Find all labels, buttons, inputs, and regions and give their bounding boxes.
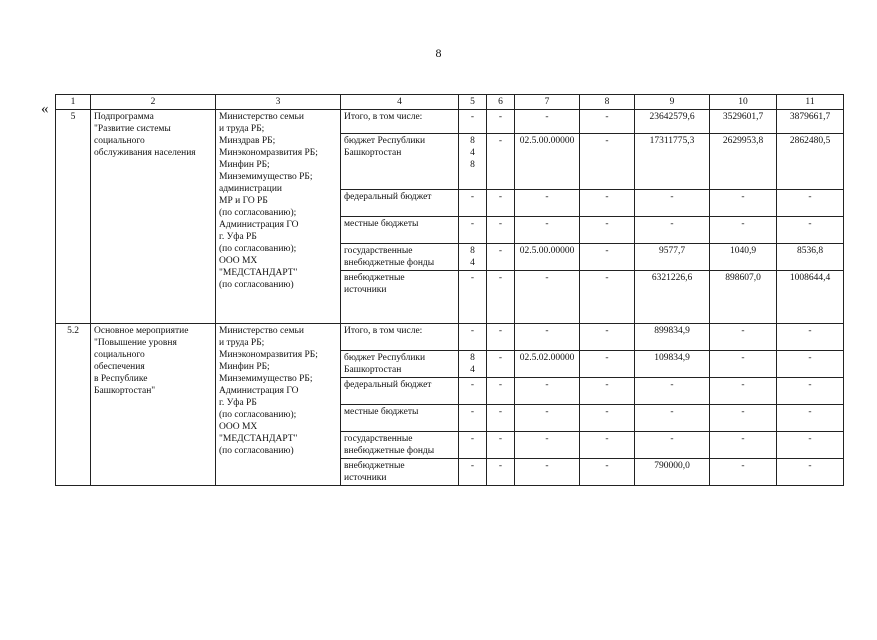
amount-total: 17311775,3: [635, 134, 710, 190]
code-digit: -: [470, 273, 475, 283]
budget-code: -: [515, 432, 580, 459]
code-digit: 4: [470, 365, 475, 375]
budget-code: -: [515, 110, 580, 134]
value-col8: -: [580, 110, 635, 134]
amount-total: -: [635, 378, 710, 405]
amount-col10: -: [710, 217, 777, 244]
value-col6: -: [487, 351, 515, 378]
amount-col11: -: [777, 351, 844, 378]
code-digit: -: [470, 434, 475, 444]
amount-col10: 3529601,7: [710, 110, 777, 134]
budget-code: -: [515, 378, 580, 405]
code-digits: [459, 134, 487, 190]
value-col8: -: [580, 324, 635, 351]
amount-col10: -: [710, 405, 777, 432]
code-digit: -: [470, 219, 475, 229]
value-col8: -: [580, 459, 635, 486]
budget-code: -: [515, 324, 580, 351]
amount-total: 109834,9: [635, 351, 710, 378]
amount-col10: -: [710, 351, 777, 378]
column-header: 4: [341, 95, 459, 110]
amount-col10: 1040,9: [710, 244, 777, 271]
amount-col11: -: [777, 190, 844, 217]
section-executors: Министерство семьи и труда РБ; Минэкономразвития РБ; Минфин РБ; Минземимущество РБ; Администрация ГО г. Уфа РБ (по согласованию); ООО МХ "МЕДСТАНДАРТ" (по согласованию): [216, 324, 341, 486]
budget-code: -: [515, 271, 580, 324]
funding-source: федеральный бюджет: [341, 190, 459, 217]
value-col8: -: [580, 217, 635, 244]
code-digits: [459, 459, 487, 486]
amount-col11: -: [777, 459, 844, 486]
code-digit: -: [470, 112, 475, 122]
table-row: [56, 110, 844, 134]
amount-col11: 1008644,4: [777, 271, 844, 324]
code-digits: [459, 244, 487, 271]
amount-total: 6321226,6: [635, 271, 710, 324]
funding-source: Итого, в том числе:: [341, 324, 459, 351]
budget-code: -: [515, 190, 580, 217]
funding-source: федеральный бюджет: [341, 378, 459, 405]
amount-col11: 2862480,5: [777, 134, 844, 190]
code-digits: [459, 217, 487, 244]
amount-total: 790000,0: [635, 459, 710, 486]
table-body: [56, 110, 844, 486]
funding-source: внебюджетные источники: [341, 271, 459, 324]
column-header: 11: [777, 95, 844, 110]
amount-col10: 898607,0: [710, 271, 777, 324]
budget-code: -: [515, 459, 580, 486]
budget-code: -: [515, 405, 580, 432]
value-col8: -: [580, 351, 635, 378]
column-header: 10: [710, 95, 777, 110]
value-col6: -: [487, 244, 515, 271]
value-col6: -: [487, 378, 515, 405]
funding-source: местные бюджеты: [341, 405, 459, 432]
code-digits: [459, 351, 487, 378]
column-header: 3: [216, 95, 341, 110]
value-col8: -: [580, 271, 635, 324]
value-col6: -: [487, 271, 515, 324]
value-col8: -: [580, 432, 635, 459]
header-row: [56, 95, 844, 110]
code-digits: [459, 110, 487, 134]
funding-source: бюджет Республики Башкортостан: [341, 134, 459, 190]
value-col6: -: [487, 217, 515, 244]
column-header: 6: [487, 95, 515, 110]
funding-source: государственные внебюджетные фонды: [341, 244, 459, 271]
amount-col11: -: [777, 378, 844, 405]
budget-code: 02.5.00.00000: [515, 134, 580, 190]
amount-col10: -: [710, 459, 777, 486]
column-header: 8: [580, 95, 635, 110]
amount-col11: 3879661,7: [777, 110, 844, 134]
section-number: 5.2: [56, 324, 91, 486]
value-col8: -: [580, 378, 635, 405]
page-number: 8: [435, 46, 442, 60]
value-col6: -: [487, 432, 515, 459]
amount-total: 899834,9: [635, 324, 710, 351]
amount-col11: 8536,8: [777, 244, 844, 271]
budget-code: 02.5.00.00000: [515, 244, 580, 271]
amount-total: -: [635, 432, 710, 459]
section-name: Подпрограмма "Развитие системы социального обслуживания населения: [91, 110, 216, 324]
code-digit: 8: [470, 353, 475, 363]
value-col6: -: [487, 110, 515, 134]
amount-total: -: [635, 217, 710, 244]
code-digit: 4: [470, 148, 475, 158]
code-digit: -: [470, 192, 475, 202]
amount-col11: -: [777, 324, 844, 351]
amount-col10: -: [710, 432, 777, 459]
amount-total: 9577,7: [635, 244, 710, 271]
funding-source: внебюджетные источники: [341, 459, 459, 486]
amount-col10: -: [710, 378, 777, 405]
funding-source: бюджет Республики Башкортостан: [341, 351, 459, 378]
amount-col10: 2629953,8: [710, 134, 777, 190]
value-col8: -: [580, 134, 635, 190]
code-digits: [459, 405, 487, 432]
value-col8: -: [580, 244, 635, 271]
funding-source: Итого, в том числе:: [341, 110, 459, 134]
value-col6: -: [487, 134, 515, 190]
amount-total: -: [635, 190, 710, 217]
column-header: 2: [91, 95, 216, 110]
code-digit: -: [470, 326, 475, 336]
value-col8: -: [580, 190, 635, 217]
code-digits: [459, 432, 487, 459]
column-header: 7: [515, 95, 580, 110]
amount-col10: -: [710, 324, 777, 351]
code-digits: [459, 378, 487, 405]
value-col6: -: [487, 324, 515, 351]
value-col6: -: [487, 190, 515, 217]
code-digit: 8: [470, 136, 475, 146]
column-header: 1: [56, 95, 91, 110]
value-col6: -: [487, 405, 515, 432]
code-digits: [459, 271, 487, 324]
code-digit: -: [470, 407, 475, 417]
funding-source: местные бюджеты: [341, 217, 459, 244]
budget-code: -: [515, 217, 580, 244]
code-digit: 8: [470, 160, 475, 170]
table-row: [56, 324, 844, 351]
amount-col11: -: [777, 432, 844, 459]
code-digits: [459, 324, 487, 351]
funding-source: государственные внебюджетные фонды: [341, 432, 459, 459]
section-executors: Министерство семьи и труда РБ; Минздрав РБ; Минэкономразвития РБ; Минфин РБ; Минземимущество РБ; администрации МР и ГО РБ (по согласованию); Администрация ГО г. Уфа РБ (по согласованию); ООО МХ "МЕДСТАНДАРТ" (по согласованию): [216, 110, 341, 324]
code-digits: [459, 190, 487, 217]
value-col6: -: [487, 459, 515, 486]
budget-table: [55, 94, 844, 486]
open-quote-mark: «: [41, 101, 49, 117]
amount-total: 23642579,6: [635, 110, 710, 134]
budget-code: 02.5.02.00000: [515, 351, 580, 378]
code-digit: -: [470, 380, 475, 390]
section-name: Основное мероприятие "Повышение уровня социального обеспечения в Республике Башкортостан": [91, 324, 216, 486]
amount-total: -: [635, 405, 710, 432]
code-digit: 8: [470, 246, 475, 256]
amount-col10: -: [710, 190, 777, 217]
amount-col11: -: [777, 405, 844, 432]
code-digit: -: [470, 461, 475, 471]
column-header: 9: [635, 95, 710, 110]
code-digit: 4: [470, 258, 475, 268]
value-col8: -: [580, 405, 635, 432]
section-number: 5: [56, 110, 91, 324]
amount-col11: -: [777, 217, 844, 244]
column-header: 5: [459, 95, 487, 110]
